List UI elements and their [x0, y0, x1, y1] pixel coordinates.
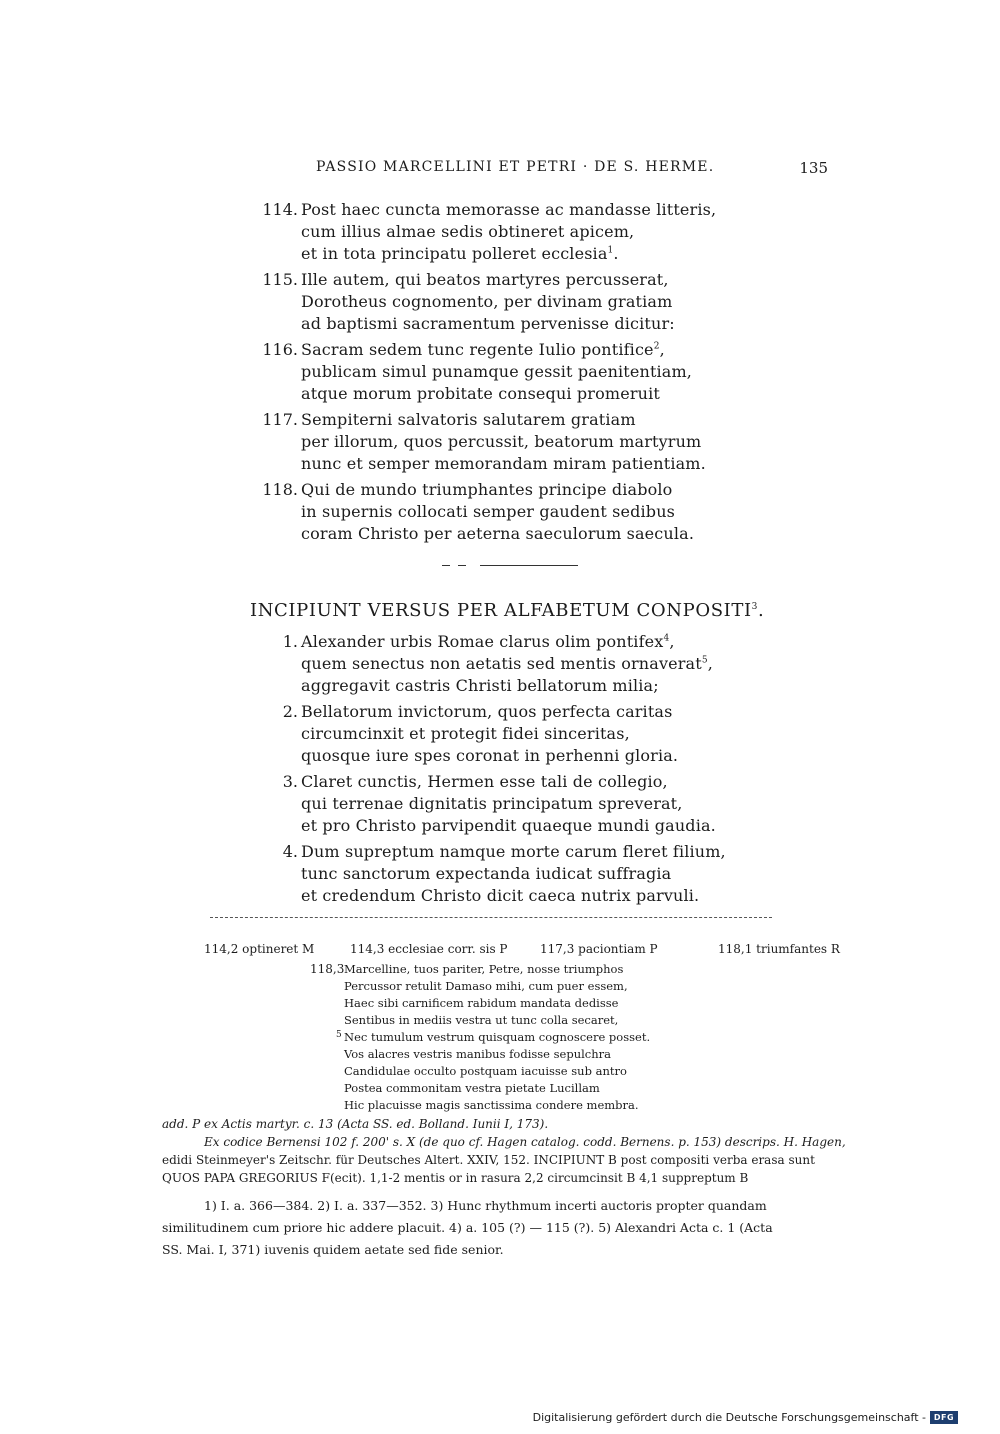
verse-line: Alexander urbis Romae clarus olim pontifex$^4$, — [301, 632, 675, 651]
verse-line: Ille autem, qui beatos martyres percusserat, — [301, 270, 669, 289]
verse-line: et credendum Christo dicit caeca nutrix parvuli. — [301, 886, 700, 905]
stanza-number: 116. — [262, 340, 298, 359]
verse-line: in supernis collocati semper gaudent sedibus — [301, 502, 676, 521]
quoted-poem-line: Candidulae occulto postquam iacuisse sub antro — [344, 1064, 627, 1078]
verse-line: Post haec cuncta memorasse ac mandasse litteris, — [301, 200, 717, 219]
quoted-poem-line: Sentibus in mediis vestra ut tunc colla secaret, — [344, 1013, 619, 1027]
footnote-marker: 1 — [607, 245, 614, 256]
footnote-line: similitudinem cum priore hic addere placuit. 4) a. 105 (?) — 115 (?). 5) Alexandri Acta c. 1 (Acta — [162, 1220, 773, 1235]
page-number: 135 — [799, 159, 828, 177]
footnote-marker: 3 — [751, 602, 758, 612]
apparatus-entry-label: 118,3 — [310, 962, 345, 976]
apparatus-line: Ex codice Bernensi 102 f. 200' s. X (de quo cf. Hagen catalog. codd. Bernens. p. 153) descrips. H. Hagen, — [204, 1135, 846, 1149]
apparatus-line: QUOS PAPA GREGORIUS F(ecit). 1,1-2 mentis or in rasura 2,2 circumcinsit B 4,1 suppreptum B — [162, 1171, 749, 1185]
verse-line: Claret cunctis, Hermen esse tali de collegio, — [301, 772, 668, 791]
notes-divider — [210, 917, 772, 919]
stanza-number: 4. — [282, 842, 298, 861]
apparatus-line: add. P ex Actis martyr. c. 13 (Acta SS. ed. Bolland. Iunii I, 173). — [162, 1117, 549, 1131]
verse-line: cum illius almae sedis obtineret apicem, — [301, 222, 635, 241]
apparatus-line: edidi Steinmeyer's Zeitschr. für Deutsches Altert. XXIV, 152. INCIPIUNT B post compositi verba erasa sunt — [162, 1153, 815, 1167]
verse-line: publicam simul punamque gessit paenitentiam, — [301, 362, 693, 381]
page-header — [316, 159, 836, 181]
section-separator — [442, 565, 578, 567]
footnote-line: 1) I. a. 366—384. 2) I. a. 337—352. 3) Hunc rhythmum incerti auctoris propter quandam — [204, 1198, 767, 1213]
quoted-poem-line: 5 Nec tumulum vestrum quisquam cognoscere posset. — [336, 1030, 651, 1044]
footnote-marker: 4 — [663, 633, 670, 644]
apparatus-entry: 114,2 optineret M — [204, 942, 315, 956]
verse-line: et pro Christo parvipendit quaeque mundi gaudia. — [301, 816, 716, 835]
apparatus-entry: 114,3 ecclesiae corr. sis P — [350, 942, 508, 956]
stanza-number: 114. — [262, 200, 298, 219]
stanza-number: 118. — [262, 480, 298, 499]
verse-line: quem senectus non aetatis sed mentis ornaverat$^5$, — [301, 654, 713, 673]
verse-line: per illorum, quos percussit, beatorum martyrum — [301, 432, 702, 451]
footnote-marker: 5 — [701, 655, 708, 666]
verse-line: nunc et semper memorandam miram patientiam. — [301, 454, 706, 473]
verse-line: Dorotheus cognomento, per divinam gratiam — [301, 292, 673, 311]
quoted-poem-line: Vos alacres vestris manibus fodisse sepulchra — [344, 1047, 611, 1061]
stanza-number: 115. — [262, 270, 298, 289]
verse-line: coram Christo per aeterna saeculorum saecula. — [301, 524, 695, 543]
verse-number: 5 — [336, 1030, 342, 1040]
digitization-credit — [533, 1411, 958, 1424]
stanza-number: 1. — [282, 632, 298, 651]
running-title: PASSIO MARCELLINI ET PETRI · DE S. HERME. — [316, 159, 715, 175]
apparatus-entry: 117,3 paciontiam P — [540, 942, 658, 956]
verse-line: circumcinxit et protegit fidei sinceritas, — [301, 724, 630, 743]
verse-line: tunc sanctorum expectanda iudicat suffragia — [301, 864, 672, 883]
verse-line: et in tota principatu polleret ecclesia$^1$. — [301, 244, 619, 263]
quoted-poem-line: Hic placuisse magis sanctissima condere membra. — [344, 1098, 639, 1112]
verse-line: aggregavit castris Christi bellatorum milia; — [301, 676, 659, 695]
quoted-poem-line: Haec sibi carnificem rabidum mandata dedisse — [344, 996, 619, 1010]
verse-line: quosque iure spes coronat in perhenni gloria. — [301, 746, 679, 765]
stanza-number: 117. — [262, 410, 298, 429]
footnote-marker: 2 — [653, 341, 660, 352]
section-title: INCIPIUNT VERSUS PER ALFABETUM CONPOSITI$^3$. — [250, 600, 765, 621]
verse-line: atque morum probitate consequi promeruit — [301, 384, 660, 403]
quoted-poem-line: Percussor retulit Damaso mihi, cum puer essem, — [344, 979, 628, 993]
footnote-line: SS. Mai. I, 371) iuvenis quidem aetate sed fide senior. — [162, 1242, 504, 1257]
verse-line: Sempiterni salvatoris salutarem gratiam — [301, 410, 636, 429]
verse-line: Sacram sedem tunc regente Iulio pontifice$^2$, — [301, 340, 665, 359]
verse-line: ad baptismi sacramentum pervenisse dicitur: — [301, 314, 675, 333]
stanza-number: 2. — [282, 702, 298, 721]
quoted-poem-line: Postea commonitam vestra pietate Lucillam — [344, 1081, 600, 1095]
verse-line: Dum supreptum namque morte carum fleret filium, — [301, 842, 726, 861]
credit-text: Digitalisierung gefördert durch die Deutsche Forschungsgemeinschaft - — [532, 1411, 926, 1424]
verse-line: qui terrenae dignitatis principatum spreverat, — [301, 794, 683, 813]
stanza-number: 3. — [282, 772, 298, 791]
verse-line: Qui de mundo triumphantes principe diabolo — [301, 480, 673, 499]
dfg-logo-icon: DFG — [930, 1411, 958, 1424]
apparatus-entry: 118,1 triumfantes R — [718, 942, 840, 956]
verse-line: Bellatorum invictorum, quos perfecta caritas — [301, 702, 673, 721]
quoted-poem-line: Marcelline, tuos pariter, Petre, nosse triumphos — [344, 962, 624, 976]
